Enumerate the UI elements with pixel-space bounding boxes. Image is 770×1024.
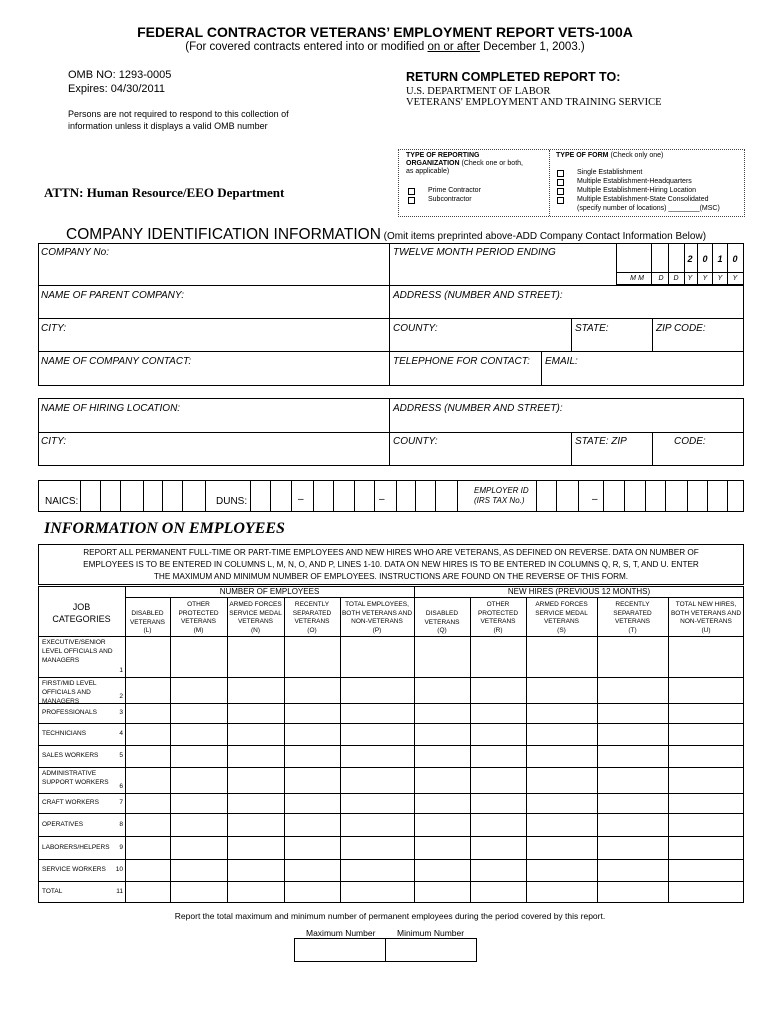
table-cell-input[interactable] — [341, 746, 413, 766]
table-cell-input[interactable] — [471, 768, 525, 792]
table-cell-input[interactable] — [171, 860, 226, 880]
column-header-7: (S) — [557, 626, 566, 634]
table-cell-input[interactable] — [527, 794, 596, 812]
table-cell-input[interactable] — [171, 768, 226, 792]
table-cell-input[interactable] — [171, 724, 226, 744]
table-cell-input[interactable] — [669, 794, 743, 812]
id-digit-divider — [556, 480, 557, 512]
table-cell-input[interactable] — [228, 704, 283, 722]
row-label: MANAGERS — [42, 698, 80, 705]
column-header-5: (Q) — [437, 627, 447, 634]
instructions-text — [38, 547, 744, 583]
table-cell-input[interactable] — [126, 768, 169, 792]
table-cell-input[interactable] — [527, 768, 596, 792]
row-number: 3 — [119, 709, 123, 716]
id-digit-divider — [162, 480, 163, 512]
date-label-d2: D — [673, 275, 679, 282]
reporting-org-note-2: as applicable) — [406, 168, 450, 175]
id-digit-divider — [687, 480, 688, 512]
table-cell-input[interactable] — [171, 637, 226, 676]
table-cell-input[interactable] — [341, 724, 413, 744]
column-header-4: BOTH VETERANS AND — [341, 609, 413, 617]
column-header-3: (O) — [307, 626, 317, 634]
row-label: ADMINISTRATIVE — [42, 770, 97, 777]
maximum-number-label: Maximum Number — [306, 928, 376, 938]
table-cell-input[interactable] — [471, 837, 525, 858]
company-city-label: CITY: — [41, 323, 67, 334]
company-contact-label: NAME OF COMPANY CONTACT: — [41, 356, 192, 367]
table-cell-input[interactable] — [527, 814, 596, 835]
subtitle-pre: (For covered contracts entered into or modified — [185, 41, 428, 53]
id-digit-divider — [374, 480, 375, 512]
table-cell-input[interactable] — [171, 746, 226, 766]
employer-id-line-1: EMPLOYER ID — [474, 486, 529, 495]
company-section-heading: COMPANY IDENTIFICATION INFORMATION — [66, 226, 381, 243]
table-cell-input[interactable] — [471, 882, 525, 902]
column-header-4: TOTAL EMPLOYEES, — [345, 601, 409, 608]
column-header-3: RECENTLY — [294, 601, 330, 608]
year-digit-1: 2 — [687, 254, 693, 264]
hiring-address-label: ADDRESS (NUMBER AND STREET): — [393, 403, 563, 414]
subtitle-post: December 1, 2003.) — [479, 41, 585, 53]
table-cell-input[interactable] — [171, 814, 226, 835]
attn-line: ATTN: Human Resource/EEO Department — [44, 185, 285, 200]
year-digit-3: 1 — [717, 254, 723, 264]
table-cell-input[interactable] — [415, 768, 469, 792]
date-label-y1: Y — [687, 275, 693, 282]
state-consolidated-label: Multiple Establishment-State Consolidated — [577, 196, 709, 203]
column-header-5: DISABLED — [425, 610, 459, 617]
return-address-2: VETERANS' EMPLOYMENT AND TRAINING SERVICE — [406, 97, 662, 108]
prime-contractor-label: Prime Contractor — [428, 187, 481, 194]
table-cell-input[interactable] — [228, 637, 283, 676]
minimum-number-label: Minimum Number — [397, 928, 465, 938]
subcontractor-label: Subcontractor — [428, 196, 472, 203]
duns-dash-1: – — [298, 494, 304, 505]
column-header-9: BOTH VETERANS AND — [670, 609, 742, 617]
column-header-4: (P) — [372, 626, 382, 634]
id-digit-divider — [333, 480, 334, 512]
company-county-label: COUNTY: — [393, 323, 438, 334]
column-header-8: RECENTLY — [615, 601, 650, 608]
table-cell-input[interactable] — [341, 837, 413, 858]
table-cell-input[interactable] — [341, 637, 413, 676]
date-label-y4: Y — [732, 275, 738, 282]
column-header-8: VETERANS — [614, 618, 651, 625]
table-cell-input[interactable] — [598, 768, 667, 792]
table-cell-input[interactable] — [415, 746, 469, 766]
column-header-3: VETERANS — [294, 618, 330, 625]
table-cell-input[interactable] — [598, 814, 667, 835]
table-cell-input[interactable] — [285, 678, 339, 702]
row-label: OFFICIALS AND — [42, 689, 91, 696]
column-header-7: ARMED FORCES — [535, 601, 588, 608]
column-header-9: NON-VETERANS — [680, 618, 732, 625]
table-cell-input[interactable] — [171, 837, 226, 858]
row-label: SERVICE WORKERS — [42, 866, 106, 873]
table-cell-input[interactable] — [126, 678, 169, 702]
column-header-8: SEPARATED — [613, 609, 652, 617]
column-header-6: VETERANS — [480, 618, 516, 625]
email-label: EMAIL: — [545, 356, 578, 367]
company-section-note: (Omit items preprinted above-ADD Company Contact Information Below) — [380, 231, 707, 242]
table-cell-input[interactable] — [471, 704, 525, 722]
state-consolidated-checkbox[interactable] — [557, 197, 564, 204]
id-digit-divider — [415, 480, 416, 512]
id-digit-divider — [536, 480, 537, 512]
id-digit-divider — [665, 480, 666, 512]
table-cell-input[interactable] — [471, 724, 525, 744]
table-cell-input[interactable] — [471, 637, 525, 676]
hiring-code-label: CODE: — [674, 436, 706, 447]
table-cell-input[interactable] — [669, 860, 743, 880]
table-cell-input[interactable] — [126, 637, 169, 676]
omb-expires: Expires: 04/30/2011 — [68, 83, 166, 95]
row-number: 8 — [119, 820, 123, 828]
table-cell-input[interactable] — [126, 860, 169, 880]
row-label: CRAFT WORKERS — [42, 799, 99, 806]
table-cell-input[interactable] — [341, 814, 413, 835]
id-digit-divider — [396, 480, 397, 512]
row-label: PROFESSIONALS — [42, 709, 97, 716]
row-label: MANAGERS — [42, 657, 80, 664]
column-header-1: OTHER — [187, 601, 210, 608]
table-cell-input[interactable] — [341, 704, 413, 722]
date-label-m1: M — [630, 275, 636, 282]
table-cell-input[interactable] — [285, 768, 339, 792]
hiring-location-checkbox[interactable] — [557, 188, 564, 195]
single-establishment-label: Single Establishment — [577, 169, 643, 176]
table-cell-input[interactable] — [415, 704, 469, 722]
table-cell-input[interactable] — [669, 724, 743, 744]
table-cell-input[interactable] — [285, 724, 339, 744]
table-cell-input[interactable] — [126, 704, 169, 722]
id-digit-divider — [603, 480, 604, 512]
company-section-title — [66, 226, 706, 244]
id-digit-divider — [291, 480, 292, 512]
table-cell-input[interactable] — [415, 637, 469, 676]
employer-id-line-2: (IRS TAX No.) — [474, 496, 525, 505]
table-cell-input[interactable] — [598, 837, 667, 858]
form-title: FEDERAL CONTRACTOR VETERANS’ EMPLOYMENT REPORT VETS-100A — [137, 24, 633, 40]
table-cell-input[interactable] — [471, 794, 525, 812]
column-header-6: PROTECTED — [477, 609, 519, 617]
column-header-8: (T) — [628, 626, 637, 634]
table-cell-input[interactable] — [285, 860, 339, 880]
table-cell-input[interactable] — [228, 882, 283, 902]
table-cell-input[interactable] — [228, 860, 283, 880]
duns-label: DUNS: — [216, 496, 248, 507]
id-digit-divider — [727, 480, 728, 512]
table-cell-input[interactable] — [598, 746, 667, 766]
table-cell-input[interactable] — [341, 860, 413, 880]
row-label: FIRST/MID LEVEL — [42, 680, 97, 687]
column-header-2: VETERANS — [237, 618, 274, 625]
table-cell-input[interactable] — [228, 678, 283, 702]
reporting-org-note: (Check one or both, — [459, 160, 523, 167]
row-number: 10 — [115, 866, 123, 873]
omb-notice-2: information unless it displays a valid OMB number — [68, 121, 268, 131]
table-cell-input[interactable] — [669, 746, 743, 766]
table-cell-input[interactable] — [228, 794, 283, 812]
hiring-county-label: COUNTY: — [393, 436, 438, 447]
row-label: TECHNICIANS — [42, 730, 87, 737]
table-cell-input[interactable] — [171, 794, 226, 812]
table-cell-input[interactable] — [527, 882, 596, 902]
column-header-1: (M) — [193, 626, 204, 634]
telephone-label: TELEPHONE FOR CONTACT: — [393, 356, 530, 367]
id-digit-divider — [182, 480, 183, 512]
reporting-org-title — [406, 152, 523, 176]
year-digit-4: 0 — [732, 254, 738, 264]
parent-company-label: NAME OF PARENT COMPANY: — [41, 290, 184, 301]
date-label-m2: M — [638, 275, 644, 282]
table-cell-input[interactable] — [598, 724, 667, 744]
table-cell-input[interactable] — [471, 860, 525, 880]
group-label-employees: NUMBER OF EMPLOYEES — [219, 587, 320, 596]
omb-notice-1: Persons are not required to respond to this collection of — [68, 109, 289, 119]
row-label: LEVEL OFFICIALS AND — [42, 648, 113, 655]
table-cell-input[interactable] — [285, 794, 339, 812]
id-digit-divider — [435, 480, 436, 512]
maximum-number-field[interactable] — [294, 938, 386, 962]
group-header-line — [125, 597, 744, 598]
form-type-note: (Check only one) — [608, 152, 664, 159]
form-type-heading: TYPE OF FORM — [556, 152, 609, 159]
table-cell-input[interactable] — [415, 814, 469, 835]
table-cell-input[interactable] — [598, 794, 667, 812]
hiring-city-label: CITY: — [41, 436, 67, 447]
table-cell-input[interactable] — [126, 794, 169, 812]
column-header-9: (U) — [701, 626, 711, 634]
column-header-2: (N) — [250, 626, 261, 634]
headquarters-checkbox[interactable] — [557, 179, 564, 186]
id-digit-divider — [624, 480, 625, 512]
id-digit-divider — [205, 480, 206, 512]
table-cell-input[interactable] — [415, 724, 469, 744]
table-cell-input[interactable] — [527, 704, 596, 722]
table-cell-input[interactable] — [598, 704, 667, 722]
table-cell-input[interactable] — [228, 837, 283, 858]
table-cell-input[interactable] — [126, 746, 169, 766]
return-heading: RETURN COMPLETED REPORT TO: — [406, 70, 621, 84]
hiring-location-label: NAME OF HIRING LOCATION: — [41, 403, 181, 414]
ein-dash: – — [592, 494, 598, 505]
table-cell-input[interactable] — [669, 814, 743, 835]
minimum-number-field[interactable] — [385, 938, 477, 962]
table-cell-input[interactable] — [341, 678, 413, 702]
table-cell-input[interactable] — [598, 882, 667, 902]
table-cell-input[interactable] — [669, 837, 743, 858]
table-cell-input[interactable] — [126, 837, 169, 858]
period-ending-label: TWELVE MONTH PERIOD ENDING — [393, 247, 556, 258]
table-cell-input[interactable] — [285, 837, 339, 858]
table-cell-input[interactable] — [527, 637, 596, 676]
column-header-1: PROTECTED — [178, 609, 219, 617]
row-number: 4 — [119, 730, 123, 737]
table-cell-input[interactable] — [415, 794, 469, 812]
column-header-6: OTHER — [486, 601, 510, 608]
table-cell-input[interactable] — [598, 678, 667, 702]
table-cell-input[interactable] — [527, 724, 596, 744]
column-header-2: ARMED FORCES — [229, 601, 282, 608]
table-cell-input[interactable] — [285, 814, 339, 835]
column-header-7: VETERANS — [543, 618, 580, 625]
hiring-state-zip-label: STATE: ZIP — [575, 436, 627, 447]
column-header-0: DISABLED — [131, 610, 164, 617]
id-digit-divider — [100, 480, 101, 512]
table-cell-input[interactable] — [527, 746, 596, 766]
return-address-1: U.S. DEPARTMENT OF LABOR — [406, 86, 551, 97]
row-label: SALES WORKERS — [42, 752, 99, 759]
table-cell-input[interactable] — [171, 882, 226, 902]
company-state-label: STATE: — [575, 323, 609, 334]
row-number: 1 — [119, 667, 123, 674]
locations-note: (specify number of locations) ________(MSC) — [577, 205, 720, 212]
table-cell-input[interactable] — [285, 746, 339, 766]
column-header-5: VETERANS — [424, 618, 460, 626]
table-cell-input[interactable] — [228, 724, 283, 744]
year-digit-2: 0 — [702, 254, 708, 264]
table-cell-input[interactable] — [285, 882, 339, 902]
row-label: SUPPORT WORKERS — [42, 779, 109, 786]
footer-note: Report the total maximum and minimum number of permanent employees during the period covered by this report. — [174, 911, 606, 921]
id-digit-divider — [313, 480, 314, 512]
table-cell-input[interactable] — [341, 768, 413, 792]
row-label: TOTAL — [42, 888, 63, 895]
column-header-1: VETERANS — [180, 618, 217, 625]
row-number: 11 — [116, 888, 123, 895]
table-cell-input[interactable] — [126, 724, 169, 744]
table-cell-input[interactable] — [527, 860, 596, 880]
table-cell-input[interactable] — [669, 704, 743, 722]
column-header-0: (L) — [143, 627, 152, 634]
table-cell-input[interactable] — [228, 814, 283, 835]
single-establishment-checkbox[interactable] — [557, 170, 564, 177]
row-label: EXECUTIVE/SENIOR — [42, 639, 106, 646]
id-digit-divider — [250, 480, 251, 512]
company-address-label: ADDRESS (NUMBER AND STREET): — [393, 290, 563, 301]
instructions-line-1: REPORT ALL PERMANENT FULL-TIME OR PART-TIME EMPLOYEES AND NEW HIRES WHO ARE VETERANS, AS DEFINED ON REVERSE. DATA ON NUMBER OF — [83, 548, 699, 557]
id-digit-divider — [143, 480, 144, 512]
date-label-y2: Y — [702, 275, 708, 282]
hiring-location-label: Multiple Establishment-Hiring Location — [577, 187, 697, 194]
instructions-line-2: EMPLOYEES IS TO BE ENTERED IN COLUMNS L, M, N, O, AND P, LINES 1-10. DATA ON NEW HIRES IS TO BE ENTERED IN COLUMNS Q, R, S, T, AND U. ENTER — [83, 560, 699, 569]
id-digit-divider — [80, 480, 81, 512]
table-cell-input[interactable] — [171, 704, 226, 722]
form-type-title — [556, 152, 663, 160]
employees-section-title: INFORMATION ON EMPLOYEES — [44, 520, 285, 537]
job-categories-header: JOB — [72, 602, 91, 612]
group-label-new-hires: NEW HIRES (PREVIOUS 12 MONTHS) — [507, 587, 651, 596]
naics-label: NAICS: — [45, 496, 79, 507]
id-digit-divider — [707, 480, 708, 512]
subcontractor-checkbox[interactable] — [408, 197, 415, 204]
headquarters-label: Multiple Establishment-Headquarters — [577, 178, 692, 185]
table-cell-input[interactable] — [341, 794, 413, 812]
table-cell-input[interactable] — [527, 678, 596, 702]
row-number: 6 — [119, 783, 123, 790]
table-cell-input[interactable] — [527, 837, 596, 858]
table-cell-input[interactable] — [285, 637, 339, 676]
column-header-3: SEPARATED — [292, 609, 332, 617]
table-cell-input[interactable] — [598, 860, 667, 880]
table-cell-input[interactable] — [228, 746, 283, 766]
table-cell-input[interactable] — [126, 814, 169, 835]
table-cell-input[interactable] — [669, 678, 743, 702]
table-cell-input[interactable] — [669, 637, 743, 676]
reporting-org-heading-2: ORGANIZATION — [406, 160, 460, 167]
row-number: 9 — [119, 843, 123, 851]
id-digit-divider — [645, 480, 646, 512]
row-label: LABORERS/HELPERS — [42, 843, 110, 851]
omb-number: OMB NO: 1293-0005 — [68, 69, 172, 81]
table-cell-input[interactable] — [415, 882, 469, 902]
table-cell-input[interactable] — [126, 882, 169, 902]
table-cell-input[interactable] — [415, 837, 469, 858]
company-no-field[interactable] — [39, 258, 388, 284]
id-digit-divider — [354, 480, 355, 512]
prime-contractor-checkbox[interactable] — [408, 188, 415, 195]
table-cell-input[interactable] — [669, 882, 743, 902]
column-header-7: SERVICE MEDAL — [535, 609, 588, 617]
employer-id-label — [474, 486, 529, 506]
table-cell-input[interactable] — [669, 768, 743, 792]
column-header-9: TOTAL NEW HIRES, — [675, 601, 737, 608]
table-cell-input[interactable] — [598, 637, 667, 676]
table-cell-input[interactable] — [415, 678, 469, 702]
table-cell-input[interactable] — [228, 768, 283, 792]
date-label-d1: D — [658, 275, 664, 282]
id-digit-divider — [120, 480, 121, 512]
column-header-2: SERVICE MEDAL — [229, 609, 282, 617]
job-categories-header-2: CATEGORIES — [52, 614, 111, 624]
column-header-4: NON-VETERANS — [351, 618, 403, 625]
table-cell-input[interactable] — [471, 746, 525, 766]
table-cell-input[interactable] — [285, 704, 339, 722]
row-number: 7 — [119, 799, 123, 806]
row-number: 5 — [119, 752, 123, 759]
row-number: 2 — [119, 693, 123, 700]
company-zip-label: ZIP CODE: — [656, 323, 706, 334]
company-no-label: COMPANY No: — [41, 247, 109, 258]
instructions-line-3: THE MAXIMUM AND MINIMUM NUMBER OF EMPLOYEES. INSTRUCTIONS ARE FOUND ON THE REVERSE OF THIS FORM. — [153, 572, 629, 581]
table-cell-input[interactable] — [415, 860, 469, 880]
date-label-y3: Y — [717, 275, 723, 282]
id-digit-divider — [578, 480, 579, 512]
table-cell-input[interactable] — [471, 814, 525, 835]
table-cell-input[interactable] — [341, 882, 413, 902]
subtitle-underlined: on or after — [427, 41, 480, 53]
table-cell-input[interactable] — [171, 678, 226, 702]
id-digit-divider — [270, 480, 271, 512]
column-header-6: (R) — [493, 626, 503, 634]
column-header-0: VETERANS — [129, 618, 166, 626]
row-label: OPERATIVES — [42, 820, 84, 828]
id-digit-divider — [457, 480, 458, 512]
table-cell-input[interactable] — [471, 678, 525, 702]
duns-dash-2: – — [379, 494, 385, 505]
form-subtitle — [0, 41, 770, 53]
reporting-org-heading: TYPE OF REPORTING — [406, 152, 480, 159]
